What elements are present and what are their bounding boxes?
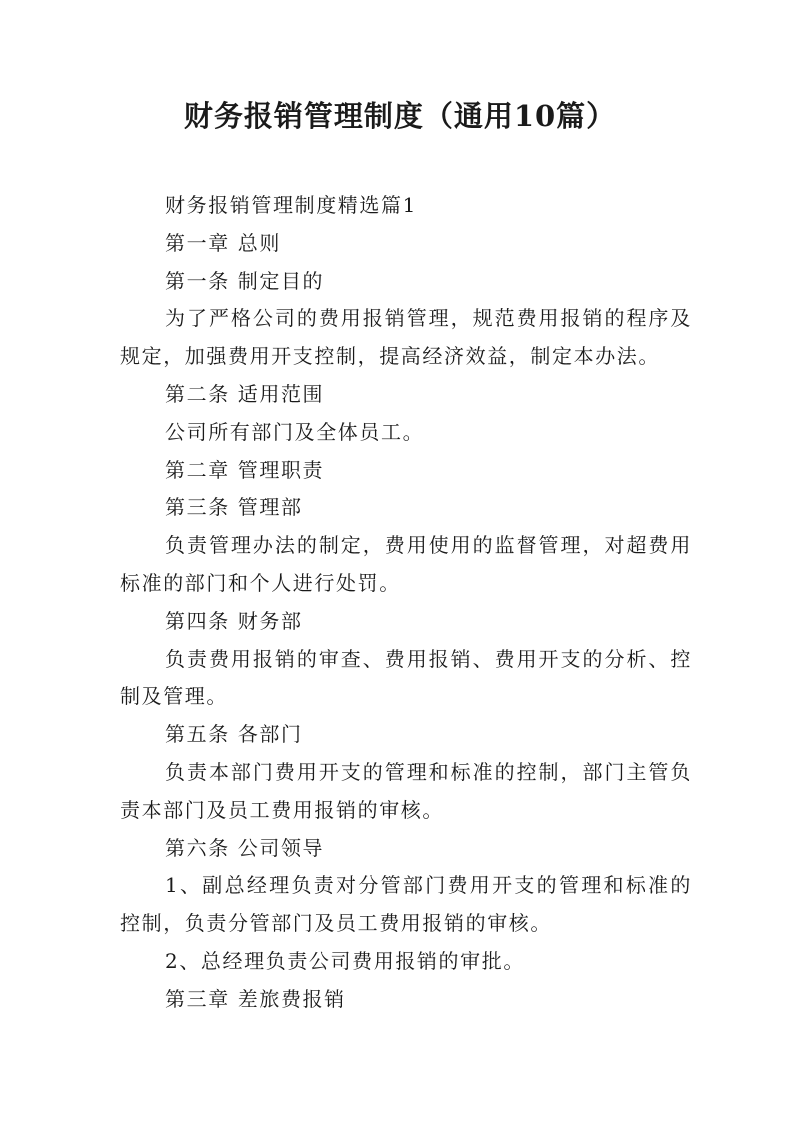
document-body — [120, 187, 692, 1019]
paragraph-article-6: 第六条 公司领导 — [165, 835, 325, 860]
paragraph-article-6-item-2: 2、总经理负责公司费用报销的审批。 — [165, 948, 525, 973]
paragraph-chapter-1: 第一章 总则 — [165, 230, 281, 255]
paragraph-article-3-body: 负责管理办法的制定，费用使用的监督管理，对超费用标准的部门和个人进行处罚。 — [120, 533, 692, 595]
paragraph-article-4-body: 负责费用报销的审查、费用报销、费用开支的分析、控制及管理。 — [120, 646, 692, 709]
paragraph-article-6-item-1: 1、副总经理负责对分管部门费用开支的管理和标准的控制，负责分管部门及员工费用报销的审核。 — [120, 873, 692, 936]
document-title: 财务报销管理制度（通用10篇） — [183, 99, 617, 133]
paragraph-article-5-body: 负责本部门费用开支的管理和标准的控制，部门主管负责本部门及员工费用报销的审核。 — [120, 759, 692, 822]
paragraph-chapter-2: 第二章 管理职责 — [165, 457, 325, 482]
paragraph-article-1: 第一条 制定目的 — [165, 268, 325, 293]
paragraph-chapter-3: 第三章 差旅费报销 — [165, 986, 346, 1011]
paragraph-section-heading: 财务报销管理制度精选篇1 — [165, 193, 417, 217]
paragraph-article-1-body: 为了严格公司的费用报销管理，规范费用报销的程序及规定，加强费用开支控制，提高经济效益，制定本办法。 — [120, 306, 692, 369]
paragraph-article-2: 第二条 适用范围 — [165, 381, 325, 406]
paragraph-article-2-body: 公司所有部门及全体员工。 — [165, 419, 425, 444]
paragraph-article-4: 第四条 财务部 — [165, 608, 303, 633]
paragraph-article-3: 第三条 管理部 — [165, 495, 303, 520]
paragraph-article-5: 第五条 各部门 — [165, 722, 303, 747]
